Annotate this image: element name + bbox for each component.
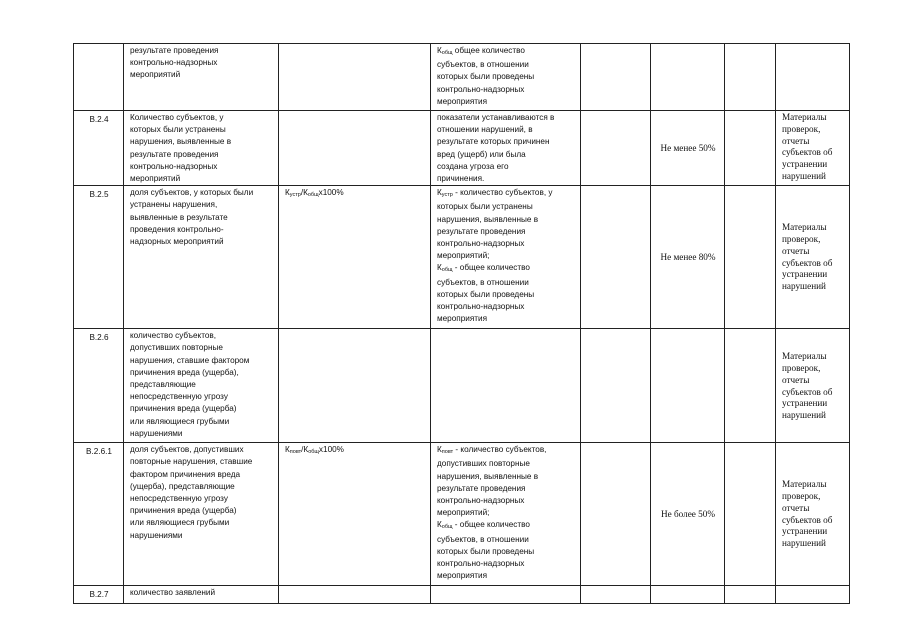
indicator-number: В.2.6.1	[74, 443, 124, 586]
table-row	[74, 443, 850, 586]
indicator-target	[651, 44, 725, 111]
indicator-explanation: показатели устанавливаются в отношении нарушений, в результате которых причинен вред (ущерб) или была создана угроза его причинения.	[431, 111, 581, 186]
indicator-empty-cell	[725, 186, 776, 329]
indicators-table	[73, 43, 850, 604]
indicator-explanation	[431, 586, 581, 604]
indicator-name: количество заявлений	[124, 586, 279, 604]
table-row	[74, 586, 850, 604]
indicator-formula	[279, 586, 431, 604]
indicator-name: количество субъектов, допустивших повторные нарушения, ставшие фактором причинения вреда (ущерба), представляющие непосредственную угрозу причинения вреда (ущерба) или являющиеся грубыми нарушениями	[124, 329, 279, 443]
indicator-name: доля субъектов, у которых были устранены нарушения, выявленные в результате проведения контрольно- надзорных мероприятий	[124, 186, 279, 329]
indicator-name: доля субъектов, допустивших повторные нарушения, ставшие фактором причинения вреда (ущерба), представляющие непосредственную угрозу причинения вреда (ущерба) или являющиеся грубыми нарушениями	[124, 443, 279, 586]
indicator-explanation: $К_{общ}$ общее количество субъектов, в отношении которых были проведены контрольно-надзорных мероприятия	[431, 44, 581, 111]
indicator-explanation: $К_{устр}$ - количество субъектов, у которых были устранены нарушения, выявленные в результате проведения контрольно-надзорных мероприятий; $К_{общ}$ - общее количество субъектов, в отношении которых были проведены контрольно-надзорных мероприятия	[431, 186, 581, 329]
indicator-empty-cell	[581, 44, 651, 111]
indicator-source: Материалы проверок, отчеты субъектов об устранении нарушений	[776, 186, 850, 329]
indicator-formula	[279, 329, 431, 443]
indicator-formula	[279, 44, 431, 111]
indicator-target: Не менее 50%	[651, 111, 725, 186]
table-row	[74, 186, 850, 329]
table-row	[74, 111, 850, 186]
table-row	[74, 44, 850, 111]
indicator-empty-cell	[725, 111, 776, 186]
indicator-name: Количество субъектов, у которых были устранены нарушения, выявленные в результате проведения контрольно-надзорных мероприятий	[124, 111, 279, 186]
indicator-source: Материалы проверок, отчеты субъектов об устранении нарушений	[776, 329, 850, 443]
indicator-source	[776, 586, 850, 604]
indicator-source: Материалы проверок, отчеты субъектов об устранении нарушений	[776, 443, 850, 586]
indicator-target: Не менее 80%	[651, 186, 725, 329]
indicator-formula: $К_{устр}/К_{общ}х100\%$	[279, 186, 431, 329]
indicator-name: результате проведения контрольно-надзорных мероприятий	[124, 44, 279, 111]
indicator-source	[776, 44, 850, 111]
indicator-number: В.2.5	[74, 186, 124, 329]
indicator-number: В.2.7	[74, 586, 124, 604]
indicator-formula	[279, 111, 431, 186]
indicator-empty-cell	[725, 44, 776, 111]
indicator-formula: $К_{повт}/К_{общ}х100\%$	[279, 443, 431, 586]
indicator-explanation: $К_{повт}$ - количество субъектов, допустивших повторные нарушения, выявленные в результате проведения контрольно-надзорных мероприятий; $К_{общ}$ - общее количество субъектов, в отношении которых были проведены контрольно-надзорных мероприятия	[431, 443, 581, 586]
indicator-empty-cell	[725, 443, 776, 586]
indicator-empty-cell	[581, 186, 651, 329]
indicator-source: Материалы проверок, отчеты субъектов об устранении нарушений	[776, 111, 850, 186]
indicator-empty-cell	[581, 329, 651, 443]
indicator-empty-cell	[581, 443, 651, 586]
indicator-empty-cell	[581, 586, 651, 604]
indicator-number	[74, 44, 124, 111]
indicator-target	[651, 329, 725, 443]
indicator-empty-cell	[725, 329, 776, 443]
indicator-explanation	[431, 329, 581, 443]
indicator-number: В.2.4	[74, 111, 124, 186]
indicator-empty-cell	[581, 111, 651, 186]
indicator-target	[651, 586, 725, 604]
indicator-number: В.2.6	[74, 329, 124, 443]
indicator-target: Не более 50%	[651, 443, 725, 586]
table-row	[74, 329, 850, 443]
indicator-empty-cell	[725, 586, 776, 604]
